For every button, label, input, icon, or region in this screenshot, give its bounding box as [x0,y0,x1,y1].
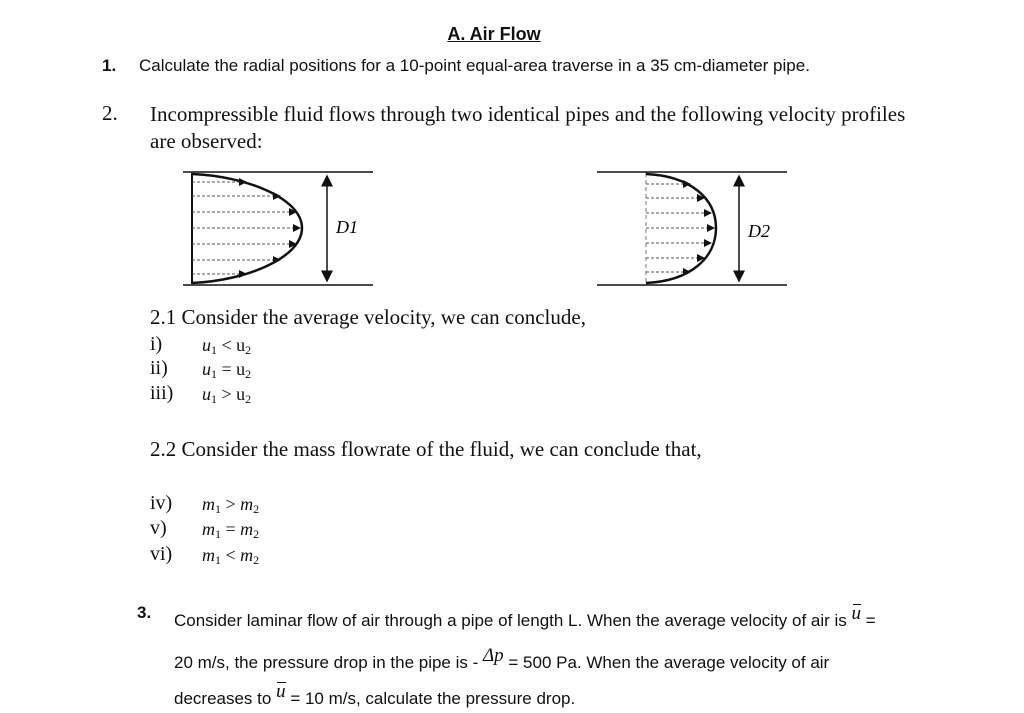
question-2-line-2: are observed: [150,129,263,153]
u-bar-symbol: u [276,681,286,702]
option-ii [150,357,168,380]
question-2-number: 2. [102,101,118,125]
option-iv-expression: $m_1 > m_2$ [202,494,260,516]
pipe-2-profile [597,172,787,285]
option-ii-expression: $u_1 = u_2$ [202,359,252,381]
option-vi-expression: $m_1 < m_2$ [202,545,260,567]
question-1-number: 1. [102,56,117,75]
option-label: i) [150,333,163,355]
part-2-2-prompt: 2.2 Consider the mass flowrate of the fluid, we can conclude that, [150,437,702,461]
option-i-expression: $u_1 < u_2$ [202,335,252,357]
pipe-1-profile [183,172,373,285]
delta-p-symbol: Δp [483,645,504,666]
option-label: iii) [150,382,174,404]
option-label: vi) [150,543,173,565]
option-label: ii) [150,357,168,379]
equals-sign: = [865,611,876,630]
pipe-2-diameter-label: D2 [748,221,770,241]
question-3-number: 3. [137,603,152,622]
question-3-line-3-text-b: = 10 m/s, calculate the pressure drop. [290,689,576,708]
question-3-line-2-text-b: = 500 Pa. When the average velocity of air [508,653,830,672]
option-label: iv) [150,492,173,514]
question-3-line-2-text-a: 20 m/s, the pressure drop in the pipe is - [174,653,479,672]
velocity-profile-figure [0,0,1024,300]
option-iii [150,382,173,405]
part-2-1-prompt: 2.1 Consider the average velocity, we can conclude, [150,305,586,329]
question-2-line-1: Incompressible fluid flows through two identical pipes and the following velocity profiles [150,102,906,126]
pipe-1-diameter-label: D1 [336,217,358,237]
option-iii-expression: $u_1 > u_2$ [202,384,252,406]
section-title: A. Air Flow [447,24,541,44]
question-3-line-3 [174,681,575,709]
option-vi [150,543,172,566]
question-3-line-2 [174,645,829,673]
question-3-line-1-text: Consider laminar flow of air through a pipe of length L. When the average velocity of air is [174,611,847,630]
option-v-expression: $m_1 = m_2$ [202,519,260,541]
option-v [150,517,167,540]
option-label: v) [150,517,167,539]
option-i [150,333,162,356]
u-bar-symbol: u [851,603,862,624]
question-3-line-1 [174,603,876,631]
question-1-text: Calculate the radial positions for a 10-point equal-area traverse in a 35 cm-diameter pipe. [139,56,810,75]
question-3-line-3-text-a: decreases to [174,689,272,708]
option-iv [150,492,172,515]
